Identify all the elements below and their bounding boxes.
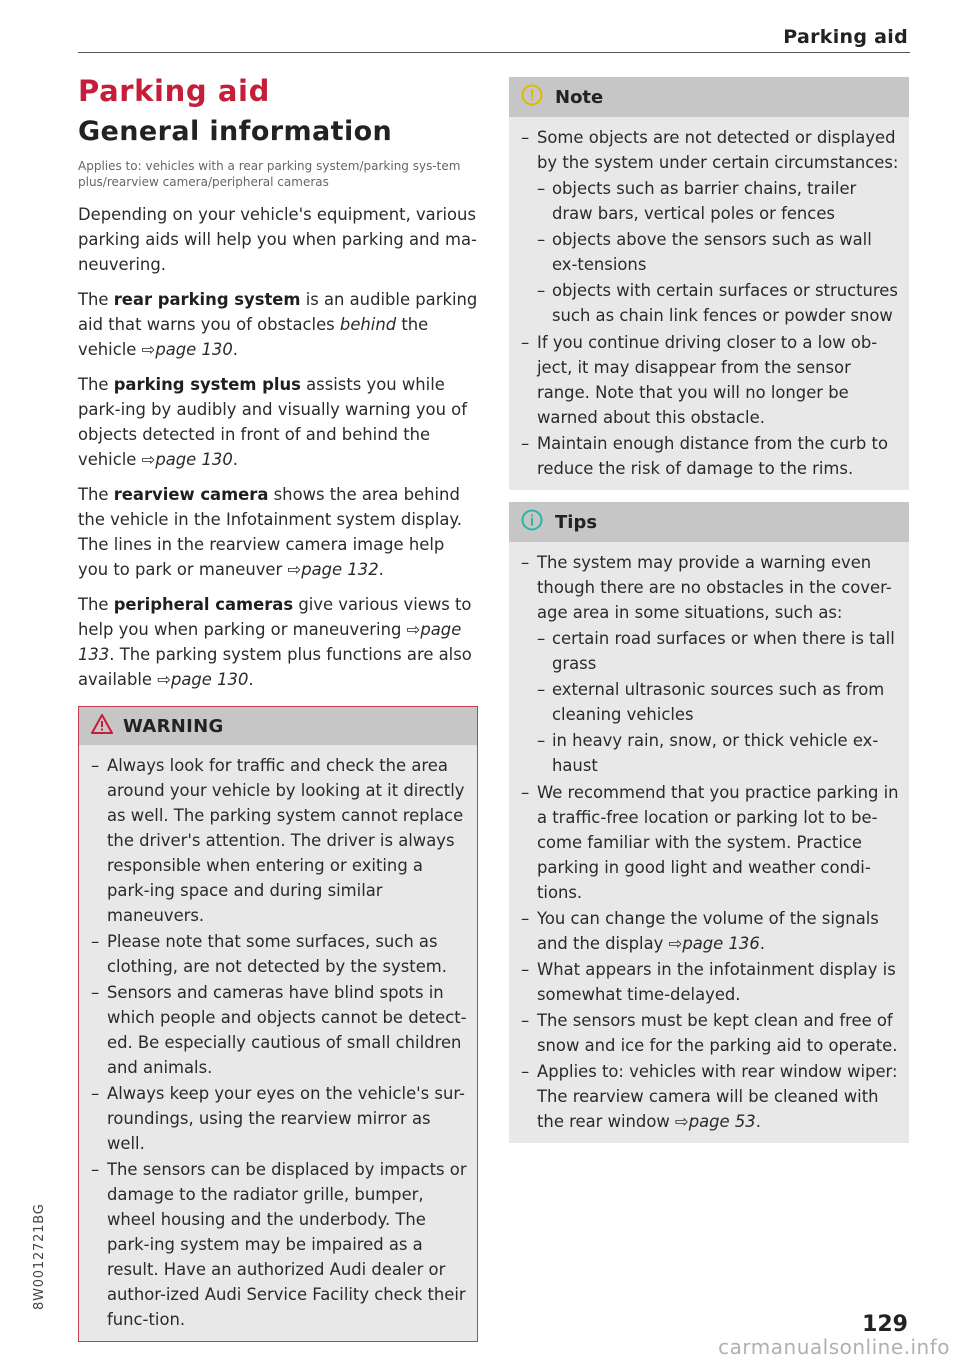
list-item: – Always keep your eyes on the vehicle's sur-roundings, using the rearview mirror as well. [91,1081,467,1156]
list-item: – Always look for traffic and check the area around your vehicle by looking at it directly as well. The parking system cannot replace the driver's attention. The driver is always responsible when entering or exiting a park-ing space and during similar maneuvers. [91,753,467,928]
page-link[interactable]: page 53 [688,1112,756,1131]
list-item: – What appears in the infotainment display is somewhat time-delayed. [521,957,899,1007]
list-item: – We recommend that you practice parking in a traffic-free location or parking lot to be-come familiar with the system. Practice parking in good light and weather condi-tions. [521,780,899,905]
tips-sublist [537,626,899,778]
page-link[interactable]: page 136 [682,934,760,953]
page-link[interactable]: page 130 [170,670,249,689]
list-item: – If you continue driving closer to a low ob-ject, it may disappear from the sensor range. Note that you will no longer be warned about this obstacle. [521,330,899,430]
note-list [509,117,909,490]
list-item: – The system may provide a warning even though there are no obstacles in the cover-age area in some situations, such as: – certain road surfaces or when there is tall grass – external ultrasonic sources such as from cleaning vehicles – in heavy rain, snow, or thick vehicle ex-haust [521,550,899,778]
page-link[interactable]: page 132 [301,560,379,579]
tips-label: Tips [555,511,598,533]
list-item: – Applies to: vehicles with rear window wiper: The rearview camera will be cleaned with the rear window ⇨page 53. [521,1059,899,1134]
list-item: – external ultrasonic sources such as from cleaning vehicles [537,677,899,727]
page-number: 129 [862,1312,908,1337]
list-item: – Sensors and cameras have blind spots in which people and objects cannot be detect-ed. Be especially cautious of small children and animals. [91,980,467,1080]
page-link[interactable]: page 130 [155,340,233,359]
left-column [78,72,478,1342]
watermark: carmanualsonline.info [718,1335,950,1359]
header-rule [78,52,910,53]
page-link[interactable]: page 133 [78,620,462,664]
info-circle-icon [521,509,543,535]
page-link-arrow-icon: ⇨ [141,340,156,359]
list-item: – certain road surfaces or when there is tall grass [537,626,899,676]
list-item: – Please note that some surfaces, such as clothing, are not detected by the system. [91,929,467,979]
page-link-arrow-icon: ⇨ [406,620,421,639]
exclamation-circle-icon [521,84,543,110]
list-item: – in heavy rain, snow, or thick vehicle ex-haust [537,728,899,778]
warning-header [79,707,477,745]
list-item: – You can change the volume of the signals and the display ⇨page 136. [521,906,899,956]
subsection-title: General information [78,116,393,147]
parking-plus-paragraph: The parking system plus assists you while park-ing by audibly and visually warning you of objects detected in front of and behind the vehicle ⇨page 130. [78,375,467,469]
warning-list [79,745,477,1341]
note-sublist [537,176,899,328]
list-item: – The sensors must be kept clean and free of snow and ice for the parking aid to operate. [521,1008,899,1058]
list-item: – Maintain enough distance from the curb to reduce the risk of damage to the rims. [521,431,899,481]
peripheral-cameras-paragraph: The peripheral cameras give various views to help you when parking or maneuvering ⇨page 133. The parking system plus functions are also available ⇨page 130. [78,595,472,689]
tips-box [509,502,909,1143]
tips-list [509,542,909,1143]
note-box [509,77,909,490]
warning-box [78,706,478,1342]
tips-header [509,502,909,542]
list-item: – objects such as barrier chains, trailer draw bars, vertical poles or fences [537,176,899,226]
warning-label: WARNING [123,715,224,737]
note-label: Note [555,86,604,108]
intro-paragraph: Depending on your vehicle's equipment, various parking aids will help you when parking and ma-neuvering. [78,205,477,274]
running-header-title: Parking aid [783,26,908,48]
page-link[interactable]: page 130 [155,450,233,469]
rearview-camera-paragraph: The rearview camera shows the area behind the vehicle in the Infotainment system display. The lines in the rearview camera image help you to park or maneuver ⇨page 132. [78,485,463,579]
document-code: 8W0012721BG [32,1203,47,1310]
page-link-arrow-icon: ⇨ [141,450,156,469]
list-item: – Some objects are not detected or displayed by the system under certain circumstances: – objects such as barrier chains, trailer draw bars, vertical poles or fences – objects above the sensors such as wall ex-tensions – objects with certain surfaces or structures such as chain link fences or powder snow [521,125,899,328]
page-link-arrow-icon: ⇨ [674,1112,689,1131]
list-item: – objects above the sensors such as wall ex-tensions [537,227,899,277]
page-link-arrow-icon: ⇨ [157,670,171,689]
list-item: – objects with certain surfaces or structures such as chain link fences or powder snow [537,278,899,328]
rear-parking-paragraph: The rear parking system is an audible parking aid that warns you of obstacles behind the vehicle ⇨page 130. [78,290,478,359]
list-item: – The sensors can be displaced by impacts or damage to the radiator grille, bumper, wheel housing and the underbody. The park-ing system may be impaired as a result. Have an authorized Audi dealer or author-ized Audi Service Facility check their func-tion. [91,1157,467,1332]
page-link-arrow-icon: ⇨ [287,560,302,579]
right-column [509,77,909,1143]
applies-to-note: Applies to: vehicles with a rear parking system/parking sys-tem plus/rearview camera/peripheral cameras [78,159,461,189]
section-title: Parking aid [78,74,270,108]
page-link-arrow-icon: ⇨ [668,934,683,953]
warning-triangle-icon [91,714,113,738]
note-header [509,77,909,117]
